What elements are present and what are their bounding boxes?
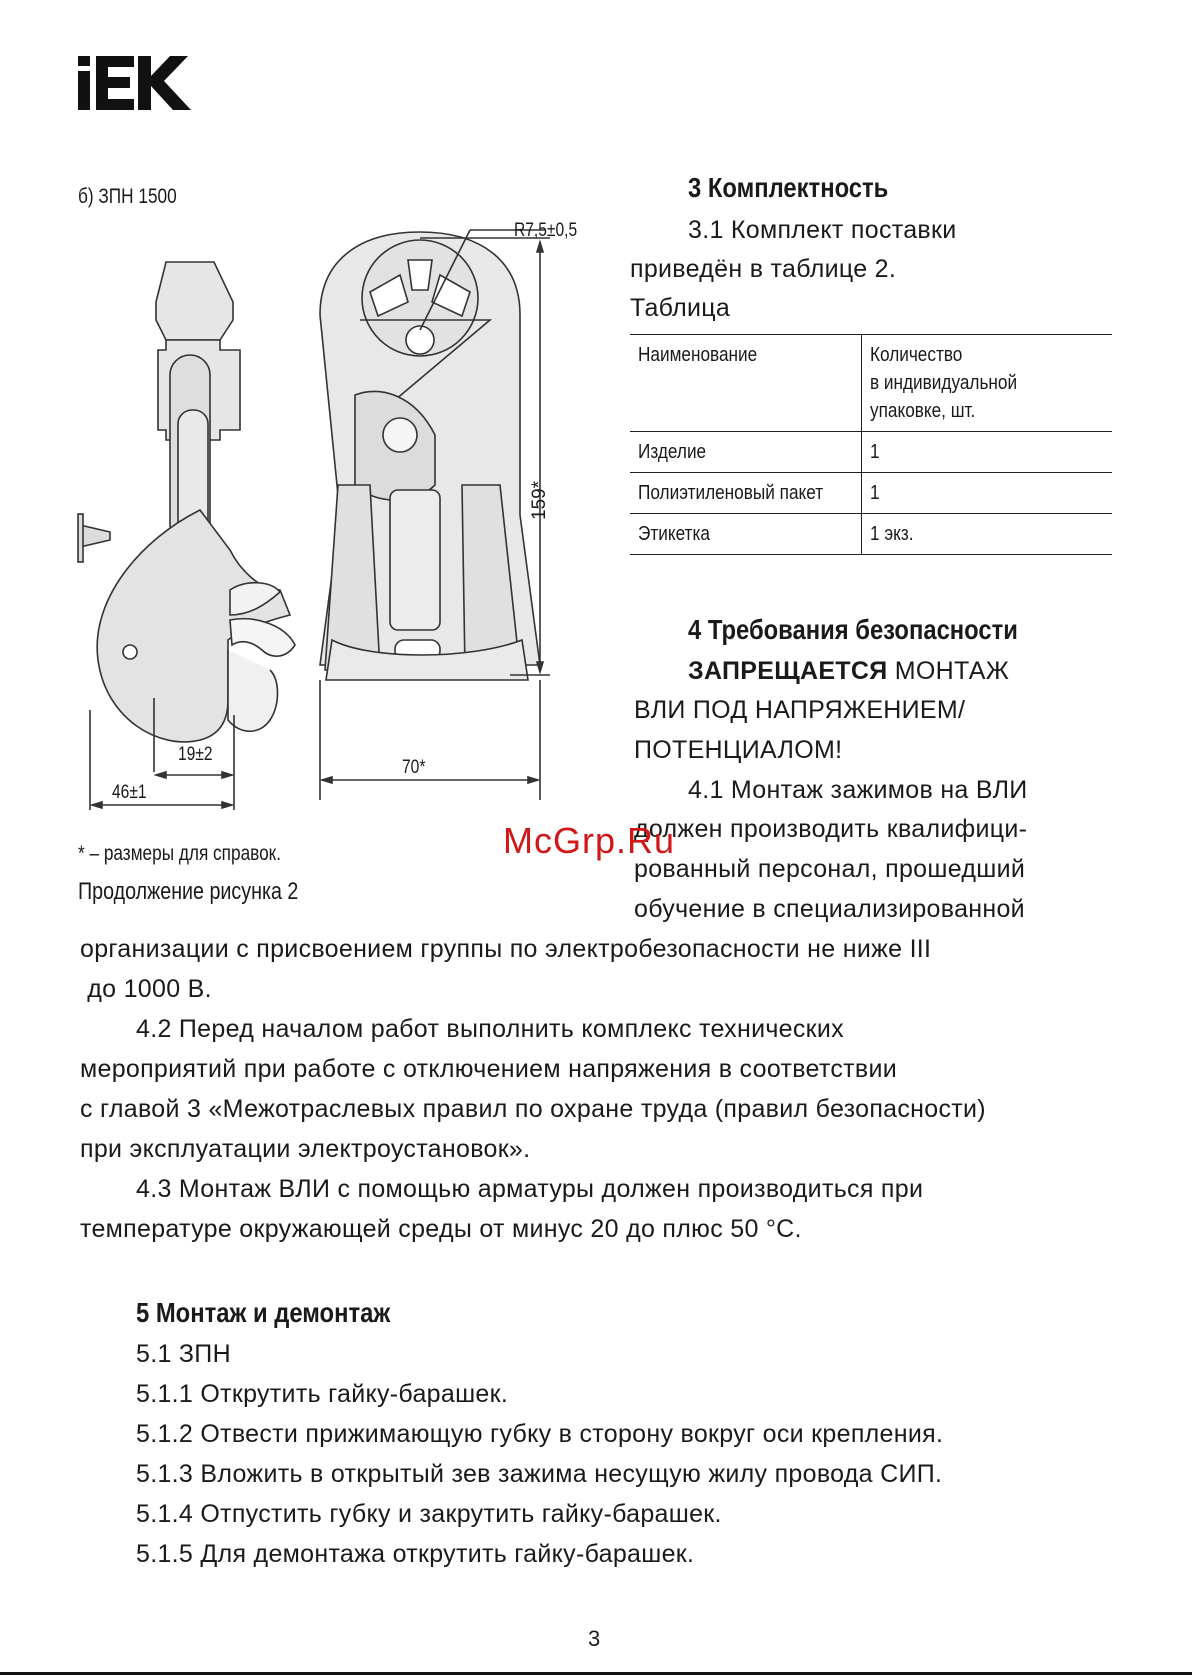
- list-item: 5.1.3 Вложить в открытый зев зажима несущую жилу провода СИП.: [136, 1460, 943, 1488]
- dim-46: 46±1: [112, 782, 147, 803]
- list-item: 5.1 ЗПН: [136, 1340, 231, 1368]
- page-number: 3: [588, 1626, 601, 1651]
- table-header-row: [630, 335, 1112, 432]
- row-name: Этикетка: [638, 523, 710, 545]
- p41-line3: рованный персонал, прошедший: [634, 855, 1026, 883]
- watermark: McGrp.Ru: [503, 820, 676, 861]
- side-view: [78, 262, 295, 810]
- table-label: Таблица: [630, 294, 731, 322]
- section-4-heading: 4 Требования безопасности: [688, 614, 1018, 645]
- col-qty-header-2: в индивидуальной: [870, 372, 1018, 394]
- section-5-heading: 5 Монтаж и демонтаж: [136, 1297, 391, 1328]
- figure-label: б) ЗПН 1500: [78, 185, 177, 208]
- dim-height: 159*: [529, 480, 550, 520]
- row-qty: 1 экз.: [870, 523, 914, 545]
- warning-line3: ПОТЕНЦИАЛОМ!: [634, 736, 843, 764]
- s3-p1-line1: 3.1 Комплект поставки: [688, 216, 957, 244]
- row-qty: 1: [870, 441, 880, 463]
- p41-line5: организации с присвоением группы по электробезопасности не ниже III: [80, 935, 932, 963]
- list-item: 5.1.2 Отвести прижимающую губку в сторону вокруг оси крепления.: [136, 1420, 944, 1448]
- table-row: [630, 514, 1112, 555]
- col-qty-header-3: упаковке, шт.: [870, 400, 976, 422]
- col-name-header: Наименование: [638, 344, 758, 366]
- p41-line4: обучение в специализированной: [634, 895, 1025, 923]
- figure-caption: Продолжение рисунка 2: [78, 878, 299, 905]
- dim-radius: R7,5±0,5: [514, 220, 578, 241]
- p41-line1: 4.1 Монтаж зажимов на ВЛИ: [688, 776, 1028, 804]
- p43-line2: температуре окружающей среды от минус 20 до плюс 50 °С.: [80, 1215, 802, 1243]
- row-qty: 1: [870, 482, 880, 504]
- section-3-heading: 3 Комплектность: [688, 172, 889, 203]
- dim-width: 70*: [402, 757, 426, 778]
- table-row: [630, 432, 1112, 473]
- p42-line4: при эксплуатации электроустановок».: [80, 1135, 531, 1163]
- p42-line2: мероприятий при работе с отключением напряжения в соответствии: [80, 1055, 898, 1083]
- front-view: [320, 230, 550, 800]
- row-name: Полиэтиленовый пакет: [638, 482, 824, 504]
- list-item: 5.1.1 Открутить гайку-барашек.: [136, 1380, 509, 1408]
- table-row: [630, 473, 1112, 514]
- dim-19: 19±2: [178, 744, 213, 765]
- kit-table: [630, 334, 1112, 555]
- col-qty-header-1: Количество: [870, 344, 963, 366]
- warning-bold: ЗАПРЕЩАЕТСЯ: [688, 657, 888, 685]
- p42-line1: 4.2 Перед началом работ выполнить комплекс технических: [136, 1015, 844, 1043]
- p42-line3: с главой 3 «Межотраслевых правил по охране труда (правил безопасности): [80, 1095, 986, 1123]
- list-item: 5.1.5 Для демонтажа открутить гайку-барашек.: [136, 1540, 695, 1568]
- clamp-drawing: [70, 220, 610, 820]
- warning-line2: ВЛИ ПОД НАПРЯЖЕНИЕМ/: [634, 696, 966, 724]
- list-item: 5.1.4 Отпустить губку и закрутить гайку-барашек.: [136, 1500, 722, 1528]
- row-name: Изделие: [638, 441, 707, 463]
- p41-line2: должен производить квалифици-: [634, 815, 1028, 843]
- warning-rest: МОНТАЖ: [887, 657, 1010, 685]
- figure-footnote: * – размеры для справок.: [78, 842, 282, 865]
- p43-line1: 4.3 Монтаж ВЛИ с помощью арматуры должен производиться при: [136, 1175, 924, 1203]
- s3-p1-line2: приведён в таблице 2.: [630, 255, 897, 283]
- p41-line6: до 1000 В.: [80, 975, 212, 1003]
- bottom-rule: [0, 1672, 1192, 1675]
- warning-line1: [688, 657, 1009, 686]
- iek-logo: [78, 56, 193, 110]
